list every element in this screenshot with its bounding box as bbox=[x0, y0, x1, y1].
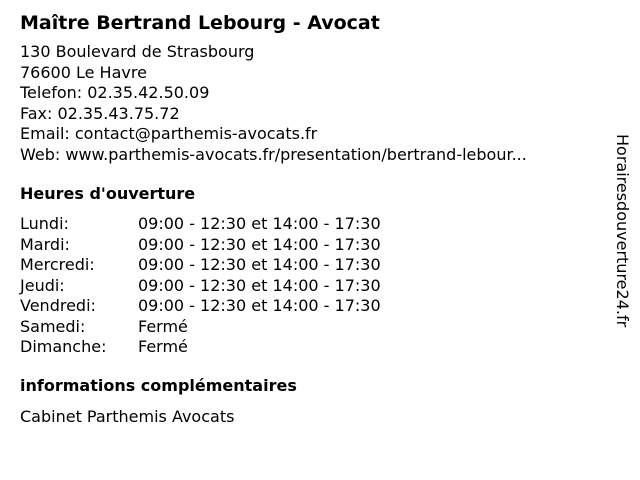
info-heading: informations complémentaires bbox=[20, 375, 297, 395]
info-text: Cabinet Parthemis Avocats bbox=[20, 406, 235, 426]
hours-day: Samedi: bbox=[20, 316, 86, 336]
fax-number: Fax: 02.35.43.75.72 bbox=[20, 103, 180, 123]
hours-day: Jeudi: bbox=[20, 275, 65, 295]
hours-row-sunday bbox=[20, 337, 610, 358]
hours-row-wednesday bbox=[20, 255, 610, 276]
hours-time: Fermé bbox=[138, 337, 188, 356]
hours-time: 09:00 - 12:30 et 14:00 - 17:30 bbox=[138, 275, 381, 295]
address-block bbox=[20, 42, 610, 165]
hours-row-monday bbox=[20, 214, 610, 235]
hours-row-tuesday bbox=[20, 235, 610, 256]
phone-number[interactable]: Telefon: 02.35.42.50.09 bbox=[20, 83, 210, 102]
hours-time: 09:00 - 12:30 et 14:00 - 17:30 bbox=[138, 234, 381, 254]
hours-time: 09:00 - 12:30 et 14:00 - 17:30 bbox=[138, 255, 381, 274]
hours-day: Lundi: bbox=[20, 214, 69, 233]
hours-row-thursday bbox=[20, 276, 610, 297]
hours-day: Mardi: bbox=[20, 234, 70, 254]
city-address: 76600 Le Havre bbox=[20, 62, 147, 82]
business-card bbox=[20, 10, 610, 427]
hours-row-saturday bbox=[20, 317, 610, 338]
hours-time: Fermé bbox=[138, 316, 188, 336]
website-link[interactable]: Web: www.parthemis-avocats.fr/presentation/bertrand-lebour... bbox=[20, 144, 527, 164]
hours-day: Dimanche: bbox=[20, 337, 107, 356]
hours-time: 09:00 - 12:30 et 14:00 - 17:30 bbox=[138, 214, 381, 233]
street-address: 130 Boulevard de Strasbourg bbox=[20, 42, 255, 61]
hours-day: Vendredi: bbox=[20, 296, 96, 315]
site-watermark: Horairesdouverture24.fr bbox=[613, 134, 632, 328]
hours-time: 09:00 - 12:30 et 14:00 - 17:30 bbox=[138, 296, 381, 315]
hours-row-friday bbox=[20, 296, 610, 317]
hours-table bbox=[20, 214, 610, 358]
page-title: Maître Bertrand Lebourg - Avocat bbox=[20, 12, 380, 34]
hours-day: Mercredi: bbox=[20, 255, 95, 274]
email-address[interactable]: Email: contact@parthemis-avocats.fr bbox=[20, 124, 318, 143]
hours-heading: Heures d'ouverture bbox=[20, 184, 196, 203]
